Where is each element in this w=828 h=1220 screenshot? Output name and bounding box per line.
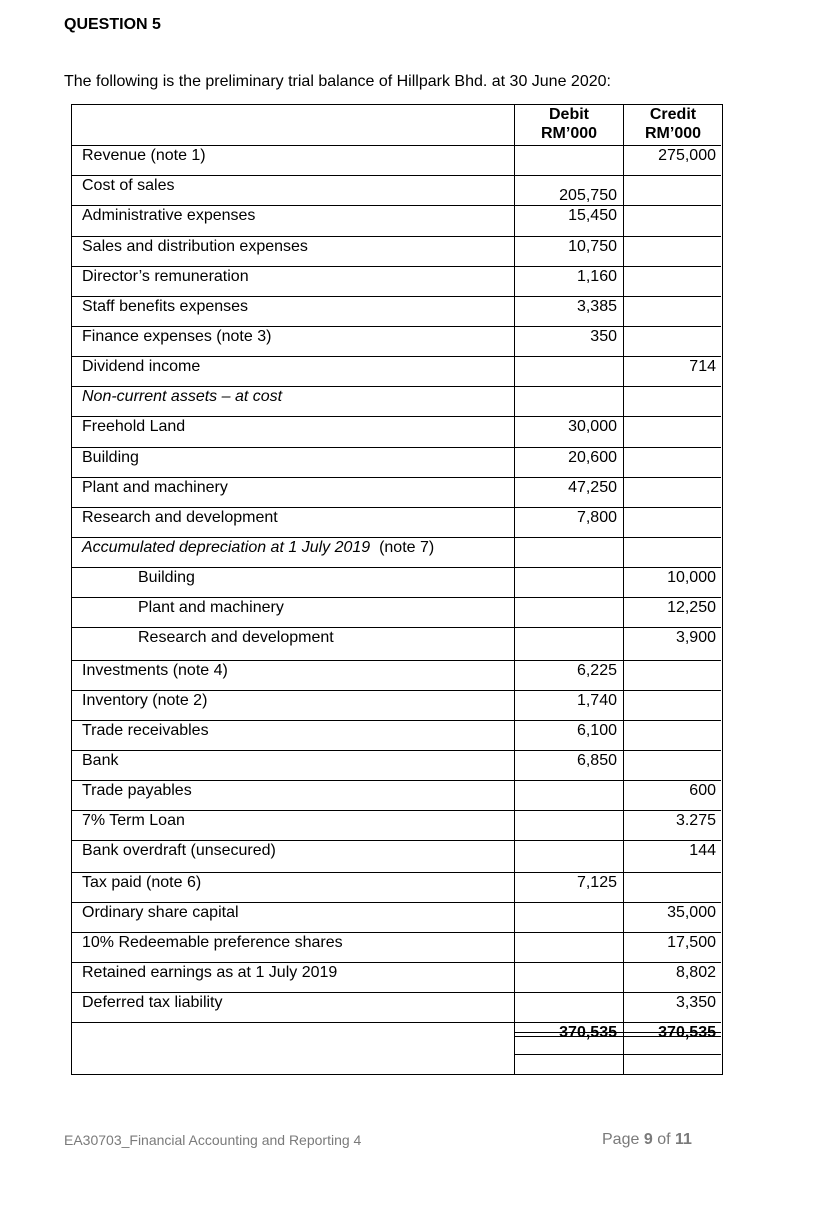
row-label: Tax paid (note 6)	[82, 874, 202, 891]
page-current: 9	[643, 1131, 653, 1148]
row-debit: 350	[590, 328, 617, 345]
row-debit: 1,160	[576, 268, 617, 285]
table-row	[72, 810, 721, 840]
table-row	[72, 660, 721, 690]
row-debit: 7,800	[576, 509, 617, 526]
row-credit: 600	[689, 782, 716, 799]
row-label: Revenue (note 1)	[82, 147, 206, 164]
row-credit: 17,500	[667, 934, 716, 951]
row-label: 10% Redeemable preference shares	[82, 934, 343, 951]
row-label: Bank	[82, 752, 119, 769]
totals-row	[72, 1022, 721, 1052]
table-row	[72, 992, 721, 1022]
row-debit: 3,385	[576, 298, 617, 315]
row-debit: 7,125	[576, 874, 617, 891]
table-row	[72, 507, 721, 537]
table-row	[72, 447, 721, 477]
table-row	[72, 567, 721, 597]
credit-header	[624, 105, 722, 145]
table-row	[72, 326, 721, 356]
row-credit: 35,000	[667, 904, 716, 921]
table-row	[72, 780, 721, 810]
row-credit: 3,350	[675, 994, 716, 1011]
row-label: Finance expenses (note 3)	[82, 328, 272, 345]
table-row	[72, 690, 721, 720]
debit-header-unit: RM’000	[540, 125, 598, 142]
of-word: of	[657, 1131, 671, 1148]
row-label: Research and development	[82, 509, 278, 526]
section-label: Non-current assets – at cost	[82, 388, 283, 405]
row-label: Sales and distribution expenses	[82, 238, 308, 255]
total-underline-top	[514, 1032, 721, 1033]
blank-row-divider	[514, 1054, 721, 1055]
row-label: Bank overdraft (unsecured)	[82, 842, 276, 859]
row-debit: 20,600	[568, 449, 617, 466]
intro-text: The following is the preliminary trial balance of Hillpark Bhd. at 30 June 2020:	[64, 73, 611, 90]
row-label: 7% Term Loan	[82, 812, 185, 829]
row-label: Plant and machinery	[138, 599, 284, 616]
table-row	[72, 627, 721, 657]
row-label: Building	[138, 569, 195, 586]
row-credit: 144	[689, 842, 716, 859]
table-row	[72, 962, 721, 992]
question-title: QUESTION 5	[64, 16, 161, 33]
row-debit: 205,750	[559, 187, 617, 204]
table-row	[72, 720, 721, 750]
row-label: Director’s remuneration	[82, 268, 249, 285]
total-credit: 370,535	[658, 1024, 716, 1041]
table-row	[72, 266, 721, 296]
table-row	[72, 537, 721, 567]
row-credit: 714	[689, 358, 716, 375]
table-row	[72, 205, 721, 235]
row-label: Trade payables	[82, 782, 192, 799]
row-debit: 47,250	[568, 479, 617, 496]
row-label: Investments (note 4)	[82, 662, 228, 679]
footer-course-code: EA30703_Financial Accounting and Reporting 4	[64, 1132, 362, 1148]
row-label: Research and development	[138, 629, 334, 646]
table-row	[72, 932, 721, 962]
row-label: Dividend income	[82, 358, 201, 375]
row-credit: 3,900	[675, 629, 716, 646]
debit-header-label: Debit	[549, 106, 589, 123]
row-debit: 30,000	[568, 418, 617, 435]
row-credit: 12,250	[667, 599, 716, 616]
credit-header-unit: RM’000	[644, 125, 702, 142]
section-label-text: Accumulated depreciation at 1 July 2019	[82, 539, 371, 556]
table-row	[72, 386, 721, 416]
row-label: Freehold Land	[82, 418, 186, 435]
row-debit: 15,450	[568, 207, 617, 224]
table-row	[72, 477, 721, 507]
row-label: Inventory (note 2)	[82, 692, 208, 709]
row-credit: 3.275	[675, 812, 716, 829]
credit-header-label: Credit	[649, 106, 697, 123]
page-word: Page	[602, 1131, 640, 1148]
table-row	[72, 902, 721, 932]
row-debit: 6,100	[576, 722, 617, 739]
section-label	[82, 538, 434, 558]
row-label: Retained earnings as at 1 July 2019	[82, 964, 338, 981]
table-row	[72, 840, 721, 870]
row-label: Staff benefits expenses	[82, 298, 249, 315]
table-row	[72, 145, 721, 175]
row-label: Deferred tax liability	[82, 994, 223, 1011]
row-label: Plant and machinery	[82, 479, 228, 496]
total-underline-bottom	[514, 1036, 721, 1037]
trial-balance-table	[71, 104, 723, 1075]
row-label: Building	[82, 449, 139, 466]
row-credit: 10,000	[667, 569, 716, 586]
row-label: Cost of sales	[82, 177, 175, 194]
row-debit: 10,750	[568, 238, 617, 255]
table-row	[72, 356, 721, 386]
table-row	[72, 296, 721, 326]
section-label-note: (note 7)	[379, 539, 435, 556]
row-debit: 1,740	[576, 692, 617, 709]
row-debit: 6,850	[576, 752, 617, 769]
row-credit: 275,000	[658, 147, 716, 164]
row-label: Administrative expenses	[82, 207, 256, 224]
table-row	[72, 236, 721, 266]
table-row	[72, 750, 721, 780]
row-label: Ordinary share capital	[82, 904, 239, 921]
row-debit: 6,225	[576, 662, 617, 679]
total-debit: 370,535	[559, 1024, 617, 1041]
table-row	[72, 175, 721, 205]
row-credit: 8,802	[675, 964, 716, 981]
debit-header	[515, 105, 623, 145]
page-total: 11	[674, 1131, 692, 1148]
table-row	[72, 416, 721, 446]
footer-page-number	[602, 1131, 692, 1149]
table-row	[72, 872, 721, 902]
table-row	[72, 597, 721, 627]
row-label: Trade receivables	[82, 722, 209, 739]
